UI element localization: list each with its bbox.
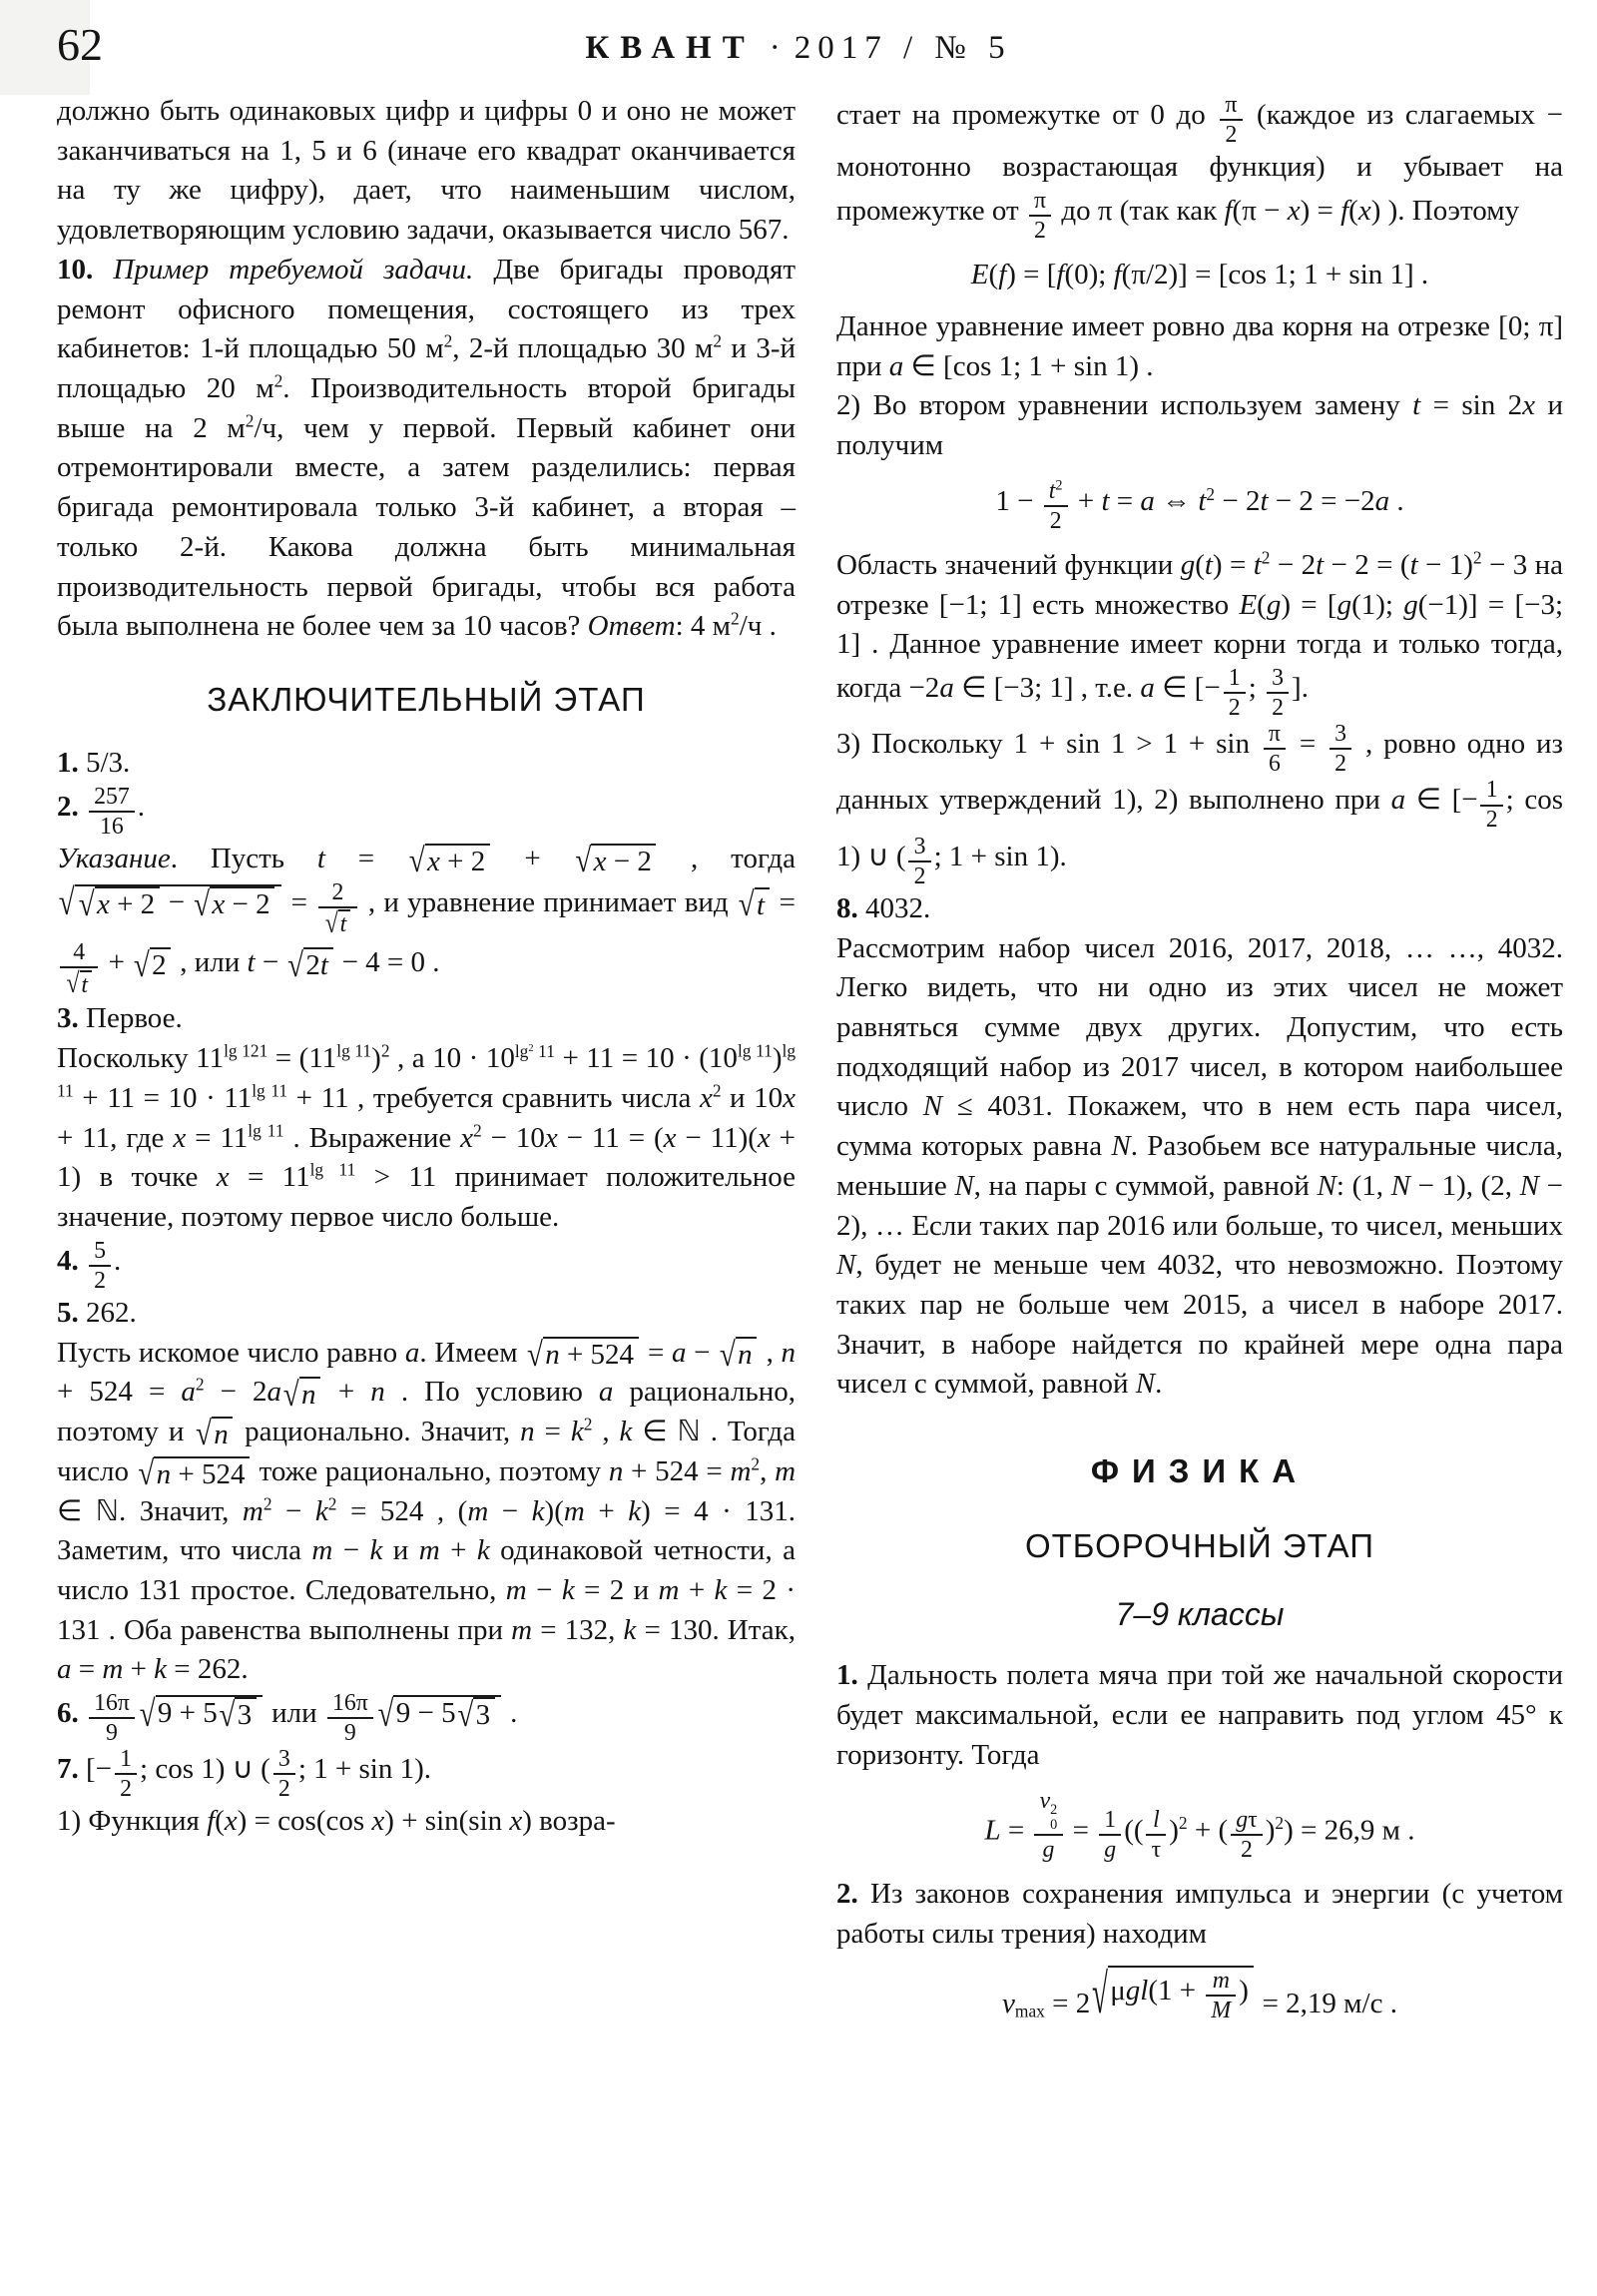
radical-sign: √	[719, 1336, 736, 1374]
paragraph: Данное уравнение имеет ровно два корня на отрезке [0; π] при a ∈ [cos 1; 1 + sin 1) .	[836, 309, 1563, 382]
paragraph: 3. Первое.	[57, 1002, 183, 1035]
journal-title: КВАНТ	[585, 30, 756, 66]
radical-sign: √	[58, 882, 75, 924]
right-column	[836, 92, 1563, 2036]
journal-issue: 2017 / № 5	[794, 30, 1012, 66]
display-formula: E(f) = [f(0); f(π/2)] = [cos 1; 1 + sin 1] .	[970, 259, 1429, 291]
radical-sign: √	[287, 945, 304, 984]
paragraph: должно быть одинаковых цифр и цифры 0 и оно не может заканчиваться на 1, 5 и 6 (иначе его квадрат оканчивается на ту же цифру), дает, что наименьшим числом, удовлетворяющим условию задачи, оказывается число 567.	[57, 95, 796, 247]
display-formula: 1 − $\frac{t^2}{2}$ + t = a ⇔ $t^2 - 2t - 2 = -2a$ .	[995, 477, 1404, 534]
left-column	[57, 92, 796, 1842]
radical-sign: √	[138, 1454, 155, 1493]
paragraph: 4. $\frac{5}{2}$ .	[57, 1237, 122, 1294]
paragraph: Пусть искомое число равно a. Имеем √ n + 524 = a − √ n , $n + 524 = a^2 - 2a$ √ n + n . По условию a рационально, поэтому и √ n рационально. Значит, $n = k^2$ , k ∈ ℕ . Тогда число √ n + 524 тоже рационально, поэтому $n + 524 = m^2$, m ∈ ℕ. Значит, $m^2 - k^2 = 524$ , (m − k)(m + k) = 4 · 131. Заметим, что числа m − k и m + k одинаковой четности, а число 131 простое. Следовательно, m − k = 2 и m + k = 2 · 131 . Оба равенства выполнены при m = 132, k = 130. Итак, a = m + k = 262.	[57, 1336, 797, 1686]
radical-sign: √	[457, 1696, 474, 1735]
section-heading: ЗАКЛЮЧИТЕЛЬНЫЙ ЭТАП	[207, 681, 646, 719]
journal-header	[0, 30, 1597, 67]
radical-sign: √	[78, 885, 95, 923]
paragraph: Поскольку $11^{lg 121} = (11^{lg 11})^2$ , а $10 \cdot 10^{lg^2 11} + 11 = 10 \cdot (10^{lg 11})^{lg 11} + 11 = 10 \cdot 11^{lg 11} + 11$ , требуется сравнить числа $x^2$ и 10x + 11, где $x = 11^{lg 11}$ . Выражение $x^2 - 10x - 11 = (x - 11)(x + 1)$ в точке $x = 11^{lg 11} > 11$ принимает положительное значение, поэтому первое число больше.	[57, 1040, 797, 1234]
paragraph: 6. $\frac{16\pi}{9}$ √ 9 + 5 √ 3 или $\frac{16\pi}{9}$ √ 9 − 5 √ 3 .	[57, 1690, 518, 1747]
display-formula: L = v 2 0 g = $\frac{1}{g}$ (( $\frac{l}{\tau}$ )$^2$ + ( $\frac{g\tau}{2}$ )$^2$) = 26,9 м .	[984, 1787, 1415, 1863]
paragraph: 2) Во втором уравнении используем замену t = sin 2x и получим	[836, 389, 1563, 461]
radical-sign: √	[196, 1415, 212, 1453]
paragraph: 7. [− $\frac{1}{2}$ ; cos 1) ∪ ( $\frac{3}{2}$ ; 1 + sin 1).	[57, 1746, 431, 1803]
radical-sign: √	[526, 1336, 543, 1374]
radical-sign: √	[66, 968, 80, 1000]
paragraph: Рассмотрим набор чисел 2016, 2017, 2018, … …, 4032. Легко видеть, что ни одно из этих чисел не может равняться сумме двух других. Допустим, что есть подходящий набор из 2017 чисел, в котором наибольшее число N ≤ 4031. Покажем, что в нем есть пара чисел, сумма которых равна N. Разобьем все натуральные числа, меньшие N, на пары с суммой, равной N: (1, N − 1), (2, N − 2), … Если таких пар 2016 или больше, то чисел, меньших N, будет не меньше чем 4032, что невозможно. Поэтому таких пар не больше чем 2015, а чисел в наборе 2017. Значит, в наборе найдется по крайней мере одна пара чисел с суммой, равной N.	[836, 931, 1564, 1401]
paragraph: 8. 4032.	[836, 891, 931, 924]
paragraph: 5. 262.	[57, 1296, 137, 1329]
paragraph: стает на промежутке от 0 до $\frac{\pi}{2}$ (каждое из слагаемых − монотонно возрастающая функция) и убывает на промежутке от $\frac{\pi}{2}$ до π (так как f(π − x) = f(x) ). Поэтому	[836, 92, 1563, 244]
paragraph: Указание. Пусть t = √ x + 2 + √ x − 2 , тогда √ √ x + 2 − √ x − 2 = 2 √ t , и уравнение принимает вид √ t = 4 √ t + √ 2 , или t − √ 2t − 4 = 0 .	[57, 842, 797, 1000]
radical-sign: √	[575, 842, 592, 880]
radical-sign: √	[377, 1693, 394, 1735]
paragraph: 1. Дальность полета мяча при той же начальной скорости будет максимальной, если ее направить под углом 45° к горизонту. Тогда	[836, 1659, 1563, 1771]
paragraph: 3) Поскольку 1 + sin 1 > 1 + sin $\frac{\pi}{6}$ = $\frac{3}{2}$ , ровно одно из данных утверждений 1), 2) выполнено при a ∈ [− $\frac{1}{2}$ ; cos 1) ∪ ( $\frac{3}{2}$ ; 1 + sin 1).	[836, 721, 1564, 889]
radical-sign: √	[738, 885, 755, 924]
radical-sign: √	[133, 945, 150, 984]
header-separator: ·	[769, 30, 781, 66]
section-heading: 7–9 классы	[1115, 1595, 1285, 1632]
radical-sign: √	[139, 1693, 156, 1735]
paragraph: 1) Функция f(x) = cos(cos x) + sin(sin x) возра-	[57, 1805, 616, 1838]
page-number: 62	[57, 19, 103, 70]
radical-sign: √	[219, 1696, 236, 1735]
section-heading: ОТБОРОЧНЫЙ ЭТАП	[1024, 1527, 1375, 1565]
radical-sign: √	[194, 885, 211, 923]
paragraph: 2. Из законов сохранения импульса и энергии (с учетом работы силы трения) находим	[836, 1877, 1563, 1950]
radical-sign: √	[408, 842, 425, 880]
radical-sign: √	[324, 908, 338, 940]
paragraph: 1. 5/3.	[57, 747, 131, 780]
radical-sign: √	[1091, 1964, 1108, 2026]
radical-sign: √	[282, 1375, 299, 1414]
display-formula: $v_{max} = 2$ √ μgl(1 + $\frac{m}{M}$ ) = 2,19 м/с .	[1002, 1964, 1397, 2026]
paragraph: 2. $\frac{257}{16}$ .	[57, 783, 146, 841]
paragraph: 10. Пример требуемой задачи. Две бригады проводят ремонт офисного помещения, состоящего из трех кабинетов: 1-й площадью 50 $м^2$, 2-й площадью 30 $м^2$ и 3-й площадью 20 $м^2$. Производительность второй бригады выше на 2 $м^2/ч$, чем у первой. Первый кабинет они отремонтировали вместе, а затем разделились: первая бригада ремонтировала только 3-й кабинет, а вторая – только 2-й. Какова должна быть минимальная производительность первой бригады, чтобы вся работа была выполнена не более чем за 10 часов? Ответ: 4 $м^2/ч$ .	[57, 253, 797, 643]
section-heading: ФИЗИКА	[1090, 1452, 1310, 1490]
paragraph: Область значений функции $g(t) = t^2 - 2t - 2 = (t - 1)^2 - 3$ на отрезке [−1; 1] есть множество E(g) = [g(1); g(−1)] = [−3; 1] . Данное уравнение имеет корни тогда и только тогда, когда −2a ∈ [−3; 1] , т.е. a ∈ [− $\frac{1}{2}$ ; $\frac{3}{2}$ ].	[836, 547, 1564, 722]
